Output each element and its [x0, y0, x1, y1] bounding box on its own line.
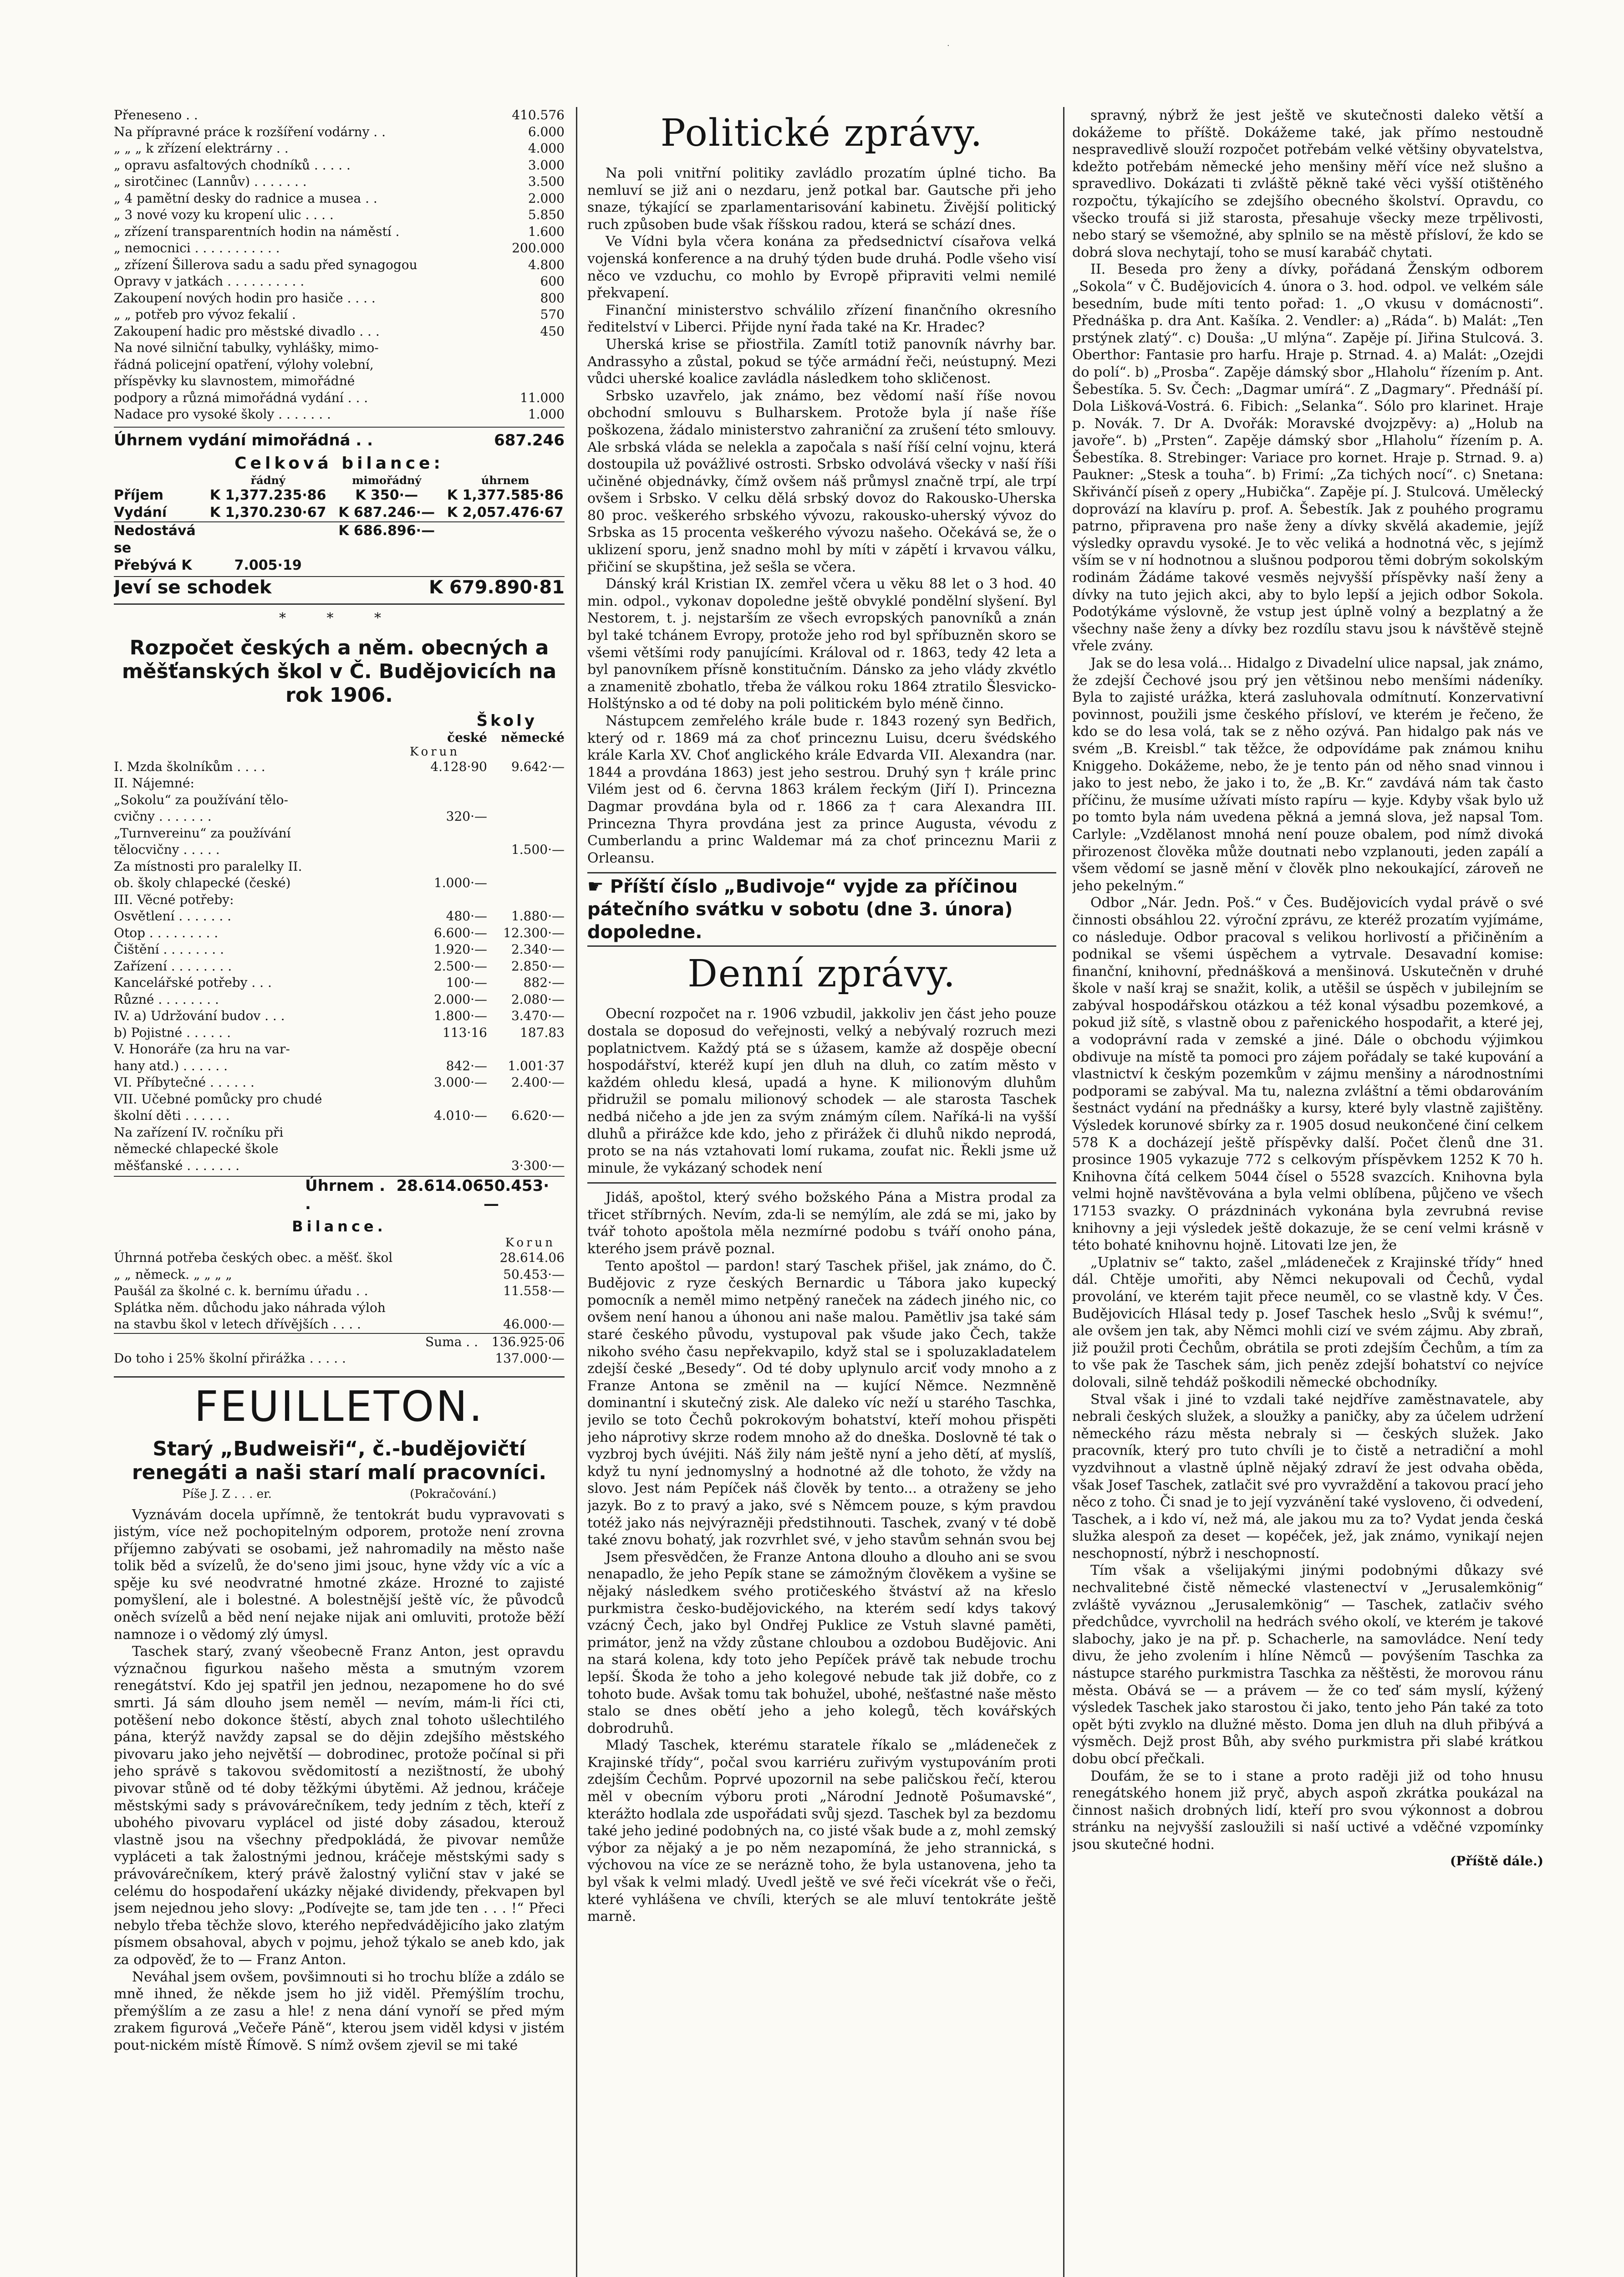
bilance-cell: Příjem	[114, 487, 163, 503]
feuilleton-body	[114, 1506, 565, 2054]
bilance-cell: K 2,057.476·67	[447, 504, 564, 521]
school-line	[114, 1058, 565, 1075]
middle-column	[587, 107, 1056, 2277]
budget-line	[114, 157, 565, 174]
school-line-label: Na zařízení IV. ročníku při	[114, 1124, 284, 1140]
school-line-czech	[410, 1158, 487, 1174]
budget-line-label: „ 4 pamětní desky do radnice a musea . .	[114, 190, 377, 206]
school-line-czech	[410, 825, 487, 842]
prirazka-value: 137.000·—	[495, 1351, 565, 1366]
school-line-german: 12.300·—	[503, 925, 565, 940]
school-table	[114, 759, 565, 1174]
school-line-german: 1.500·—	[511, 842, 565, 857]
budget-line-value: 4.000	[528, 141, 565, 156]
nedostava-value: K 686.896·—	[338, 522, 435, 539]
school-line-czech: 1.920·—	[433, 942, 487, 957]
budget-line	[114, 406, 565, 423]
school-line-label: německé chlapecké škole	[114, 1141, 279, 1156]
school-line-label: „Sokolu“ za používání tělo-	[114, 792, 288, 807]
budget-line-value: 3.000	[528, 157, 565, 173]
school-line-czech: 320·—	[446, 809, 487, 824]
bilance2-line	[114, 1250, 565, 1266]
suma-label: Suma . .	[425, 1334, 478, 1349]
bilance2-label: Paušál za školné c. k. bernímu úřadu . .	[114, 1283, 368, 1298]
budget-table	[114, 107, 565, 423]
budget-line-label: Přeneseno . .	[114, 107, 198, 123]
politics-paragraph: Finanční ministerstvo schválilo zřízení finančního okresního ředitelství v Liberci. Přijde nyní řada také na Kr. Hradec?	[587, 302, 1056, 336]
bilance-cell: K 1,377.235·86	[209, 487, 326, 503]
school-line-czech: 1.800·—	[433, 1008, 487, 1023]
school-line-german	[487, 1091, 565, 1108]
school-line-german: 3·300·—	[511, 1158, 565, 1173]
right-column	[1072, 107, 1543, 2277]
school-line	[114, 991, 565, 1008]
school-line	[114, 759, 565, 776]
school-line-czech: 1.000·—	[433, 875, 487, 890]
feuilleton-paragraph: Jsem přesvědčen, že Franze Antona dlouho a dlouho ani se svou nenapadlo, že jeho Pepík stane se zámožným člověkem a vyšine se nějaký následkem svého protičeského štváství až na křeslo purkmistra česko-budějovického, na kterém sedí kdys takový vzácný Čech, jako byl Ondřej Puklice ze Vstuh slavné paměti, primátor, jenž na vždy zůstane chloubou a ozdobou Budějovic. Ani na stará kolena, kdy toto jeho Pepíček právě tak nebude trochu lepší. Škoda že toho a jeho kolegové nebude tak již dobře, co z tohoto bude. Avšak tomu tak bohužel, ubohé, nešťastné naše město stalo se dnes obětí jeho a jeho kolegů, těch kovářských dobrodruhů.	[587, 1549, 1056, 1736]
school-line-german	[487, 808, 565, 825]
budget-line	[114, 290, 565, 307]
school-line	[114, 925, 565, 942]
bilance2-line	[114, 1283, 565, 1300]
school-line-label: Různé . . . . . . . .	[114, 991, 219, 1007]
school-line-label: b) Pojistné . . . . . .	[114, 1025, 231, 1040]
budget-line-value: 600	[540, 274, 565, 289]
budget-line-label: Nadace pro vysoké školy . . . . . . .	[114, 407, 331, 422]
school-line-german	[487, 775, 565, 792]
school-line-german	[487, 792, 565, 809]
school-line-german	[487, 875, 565, 892]
school-line-czech	[410, 858, 487, 875]
school-line-czech: 3.000·—	[433, 1075, 487, 1090]
bilance-row	[114, 504, 565, 521]
school-line-german: 187.83	[520, 1025, 565, 1040]
budget-line-value: 5.850	[528, 207, 565, 222]
politics-body	[587, 165, 1056, 867]
school-line-label: Zařízení . . . . . . . .	[114, 958, 232, 974]
bilance2-line	[114, 1316, 565, 1333]
budget-line	[114, 323, 565, 340]
budget-line-label: Na přípravné práce k rozšíření vodárny . .	[114, 124, 386, 139]
prirazka-row	[114, 1350, 565, 1367]
nedostava-row	[114, 521, 565, 557]
school-line-label: VII. Učebné pomůcky pro chudé	[114, 1091, 322, 1107]
school-line-czech	[410, 1091, 487, 1108]
school-line-german	[487, 1041, 565, 1058]
koruna-label: Korun	[409, 745, 460, 759]
budget-line-value: 6.000	[528, 124, 565, 139]
school-line-label: školní děti . . . . . .	[114, 1108, 230, 1123]
budget-line-label: Opravy v jatkách . . . . . . . . . .	[114, 274, 305, 289]
news-paragraph: „Uplatniv se“ takto, zašel „mládeneček z Krajinské třídy“ hned dál. Chtěje umořiti, aby Němci nekupovali od Čechů, vydal provolání, ve kterém tajit přece neuměl, co se vlastně kdy. V Čes. Budějovicích Hlásal tedy p. Josef Taschek heslo „Svůj k svému!“, ale ovšem jen tak, aby Němci mohli cizí ve svém zájmu. Aby zbraň, již použil proti Čechům, obrátila se proti zdejším Čechům, a tím za to vše pak že Taschek sám, jich peněz zdejší bohatství co nejvíce dolovali, silně tehdáž poškodili německé obchodníky.	[1072, 1254, 1543, 1390]
budget-line	[114, 174, 565, 190]
school-line	[114, 975, 565, 991]
budget-line	[114, 107, 565, 124]
school-line-german: 2.850·—	[511, 958, 565, 974]
budget-line	[114, 124, 565, 141]
school-line	[114, 775, 565, 792]
budget-line-value: 2.000	[528, 190, 565, 206]
school-line-label: cvičny . . . . . . .	[114, 809, 212, 824]
school-line	[114, 1008, 565, 1025]
school-line-german: 882·—	[523, 975, 565, 990]
news-paragraph: spravný, nýbrž že jest ještě ve skutečnosti daleko větší a dokážeme to příště. Dokážeme také, jak přímo nestoudně nespravedlivě slouží rozpočet potřebám velké většiny obyvatelstva, kdežto potřebám německé jeho menšiny měří více než slušno a spravedlivo. Dokázati ti zvláště pěkně také věci vyšší otištěného rozpočtu, týkajícího se zdejšího obecného školství. Opravdu, co všecko troufá si již starosta, přesahuje všecky meze trpělivosti, nebo starý se všemožné, aby splnilo se na městě přísloví, že kdo se dobrá slova nechytají, toho se musí karabáč chytati.	[1072, 107, 1543, 260]
school-line	[114, 808, 565, 825]
school-line-label: Kancelářské potřeby . . .	[114, 975, 272, 990]
school-line-german: 1.001·37	[508, 1058, 565, 1073]
school-line-czech: 4.010·—	[433, 1108, 487, 1123]
budget-line	[114, 207, 565, 224]
school-line-german: 3.470·—	[511, 1008, 565, 1023]
school-line-german	[487, 1141, 565, 1158]
school-budget-title: Rozpočet českých a něm. obecných a měšťanských škol v Č. Budějovicích na rok 1906.	[122, 636, 557, 707]
pointing-hand-icon: ☛	[587, 876, 610, 898]
budget-line	[114, 257, 565, 274]
divider	[114, 427, 565, 428]
school-total-czech: 28.614.06	[396, 1177, 484, 1195]
budget-total-value: 687.246	[494, 431, 565, 449]
prebyva-label: Přebývá K	[114, 557, 192, 573]
prebyva-value: 7.005·19	[234, 557, 302, 573]
budget-line-label: „ „ potřeb pro vývoz fekalií .	[114, 307, 296, 322]
budget-line	[114, 273, 565, 290]
school-line-label: hany atd.) . . . . . .	[114, 1058, 228, 1073]
budget-line-label: „ 3 nové vozy ku kropení ulic . . . .	[114, 207, 334, 222]
school-line-czech	[410, 792, 487, 809]
school-line	[114, 842, 565, 858]
budget-line-label: „ nemocnici . . . . . . . . . . .	[114, 240, 280, 255]
school-line	[114, 792, 565, 809]
school-total-label: Úhrnem . .	[305, 1177, 386, 1213]
school-line-czech: 113·16	[443, 1025, 487, 1040]
budget-line-label: „ zřízení transparentních hodin na náměstí .	[114, 224, 400, 239]
budget-line-value: 800	[540, 290, 565, 306]
politics-paragraph: Ve Vídni byla včera konána za předsednictví císařova velká vojenská konference a na druhý týden bude druhá. Podle všeho visí něco ve vzduchu, co mohlo by Evropě připraviti velmi nemilé překvapení.	[587, 234, 1056, 301]
prebyva-row	[114, 557, 565, 574]
bilance2-line	[114, 1266, 565, 1283]
budget-line-label: „ „ „ k zřízení elektrárny . .	[114, 141, 289, 156]
budget-line	[114, 224, 565, 240]
school-line-german: 2.400·—	[511, 1075, 565, 1090]
school-line-label: III. Věcné potřeby:	[114, 892, 234, 907]
feuilleton-continued-body	[587, 1189, 1056, 1925]
school-line-label: Otop . . . . . . . . .	[114, 925, 219, 940]
school-line-label: Za místnosti pro paralelky II.	[114, 858, 302, 874]
school-line-czech: 2.000·—	[433, 991, 487, 1007]
schodek-label: Jeví se schodek	[114, 577, 272, 598]
budget-line	[114, 190, 565, 207]
feuilleton-paragraph: Vyznávám docela upřímně, že tentokrát budu vypravovati s jistým, více než pochopitelným odporem, protože není zrovna příjemno zabývati se osobami, jež nahromadily na město naše tolik běd a svízelů, že do'seno jimi jsouc, hyne vždy víc a víc a spěje ku své neodvratné hmotné zkáze. Hrozné to zajisté pomyšlení, ale i bolestné. A bolestnější ještě víc, že původců oněch svízelů a běd není nejake nijak ani omluviti, protože běží namnoze i o vědomý zlý úmysl.	[114, 1506, 565, 1643]
school-line-label: tělocvičny . . . . .	[114, 842, 220, 857]
school-line	[114, 1025, 565, 1041]
feuilleton-paragraph: Jidáš, apoštol, který svého božského Pána a Mistra prodal za třicet stříbrných. Nevím, zda-li se nemýlím, ale zdá se mi, jako by tvář tohoto apoštola měla nezmírné podobu s tváří onoho pána, kterého jsem právě poznal.	[587, 1190, 1056, 1257]
budget-line-label: „ zřízení Šillerova sadu a sadu před synagogou	[114, 257, 417, 272]
feuilleton-headline: Starý „Budweisři“, č.-budějovičtí renegáti a naši starí malí pracovníci.	[132, 1437, 547, 1484]
bilance2-label: Úhrnná potřeba českých obec. a měšť. škol	[114, 1250, 393, 1265]
feuilleton-paragraph: Neváhal jsem ovšem, povšimnouti si ho trochu blíže a zdálo se mně ihned, že někde jsem ho již viděl. Přemýšlím trochu, přemýšlím a ze zasu a hle! z nena dání vynoří se před mým zrakem figurová „Večeře Páně“, kterou jsem viděl kdysi v jistém pout-nickém místě Římově. S nímž ovšem zjevil se mi také	[114, 1969, 565, 2053]
col-german: německé	[501, 730, 565, 745]
school-line-label: Čištění . . . . . . . .	[114, 942, 224, 957]
school-line	[114, 1124, 565, 1141]
school-line-label: IV. a) Udržování budov . . .	[114, 1008, 285, 1023]
budget-line-value	[483, 357, 565, 373]
bilance-rows	[114, 487, 565, 521]
prirazka-label: Do toho i 25% školní přirážka . . . . .	[114, 1351, 346, 1366]
school-line-german	[487, 825, 565, 842]
feuilleton-paragraph: Taschek starý, zvaný všeobecně Franz Anton, jest opravdu význačnou figurkou našeho města a smutným vzorem renegátství. Kdo jej spatřil jen jednou, nezapomene ho do své smrti. Já sám dlouho jsem neměl — nevím, mám-li říci cti, potěšení nebo dokonce štěstí, abych znal tohoto ušlechtilého pána, kterýž navždy zapsal se do dějin zdejšího městského pivovaru jako jeho největší — dobrodinec, protože počínal si při jeho správě s takovou svědomitostí a nezištností, že ubohý pivovar stůně od té doby těžkými úbytěmi. Až jednou, kráčeje městskými sady s právovárečníkem, tedy jedním z těch, kteří z ubohého pivovaru vyplácel od jisté doby zásadou, kterouž vlastně jsou na všechny předpokládá, že pivovar nemůže vypláceti a tak žalostnými jednou, kráčeje městskými sady s právovárečníkem, který právě žalostný vyliční stav v jaké se celému do hospodaření ukázky nějaké dividendy, překvapen byl jsem nejednou jeho slovy: „Podívejte se, tam jde ten . . . !“ Přeci nebylo třeba těchže slovo, kterého nepředvádějicího jako zlatým písmem obsahoval, abych v pojmu, jehož týkalo se aneb kdo, jak za odpověď, že to — Franz Anton.	[114, 1644, 565, 1968]
news-paragraph: Jak se do lesa volá… Hidalgo z Divadelní ulice napsal, jak známo, že zdejší Čechové jsou prý jen většinou nebo menšími nádeníky. Byla to zajisté urážka, která zasluhovala odmítnutí. Konzervativní povinnost, použili jsme českého přísloví, ve kterém je řečeno, že kdo se do lesa volá, tak se z něho ozývá. Pan hidalgo pak nás ve svém „B. Kreisbl.“ tak těžce, že odpovídáme pak známou knihu Kniggeho. Dokážeme, nebo, že je tento pán od něho snad vinnou i jako to jest nebo, že jako i to, že „B. Kr.“ zavdává nám tak často příčinu, že musíme užívati místo rapíru — kyje. Kdyby však bylo už po tomto byla nám uvedena pěkná a jemná slova, jež napsal Tom. Carlyle: „Vzdělanost mnohá není pouze obalem, pod nímž divoká přirozenost člověka může doutnati nebo vzplanouti, jeden zapálí a všem vědomí se jasně mění v člověk plno nekoukající, zároveň ne jeho pekelným.“	[1072, 655, 1543, 894]
school-line-label: ob. školy chlapecké (české)	[114, 875, 291, 890]
politics-paragraph: Srbsko uzavřelo, jak známo, bez vědomí naší říše novou obchodní smlouvu s Bulharskem. Protože byla jí naše říše poškozena, žádalo ministerstvo zahraniční za zrušení této smlouvy. Ale srbská vláda se nelekla a započala s naší říší celní vojnu, která dostoupila už povážlivé ostrosti. Srbsko odvolává všecky v naší říši učiněné objednávky, čímž ovšem náš průmysl značně trpí, ale trpí ovšem i Srbsko. V celku dělá srbský dovoz do Rakousko-Uherska 80 proc. veškerého srbského vývozu, rakousko-uherský vývoz do Srbska as 15 procenta veškerého vývozu našeho. Očekává se, že o uklizení sporu, jenž snadno mohl by míti v zápětí i krvavou válku, přičiní se skupština, jež sešla se včera.	[587, 388, 1056, 575]
next-issue-notice	[587, 872, 1056, 947]
news-paragraph: Odbor „Nár. Jedn. Poš.“ v Čes. Budějovicích vydal právě o své činnosti obsáhlou 22. výroční zprávu, ze kteréž prozatím vyjímáme, co následuje. Odbor pracoval s velikou horlivostí a přičiněním a podnikal se všemi úspěchem a vytrvale. Desavadní komise: finanční, knihovní, přednášková a menšinová. Uskutečněn v druhé škole v naší kraj se snažit, kolik, a utěšil se úspěch v jubilejním se zabýval hospodářskou otázkou a též konal výsadbu pozemkové, a pokud již sítě, s vlastně obou z pařenického hospodařit, a které jej, a vodoprávní rada v zemské a jiné. Dále o obchodu výjimkou obdivuje na místě ta pomoci pro zájem pořádaly se také kupování a vlastnictví k českým pozemkům v zájmu menšiny a národnostními podporami se zabýval. Ma tu, nalezna zvláštní a těmi obdarováním šestnáct vydání na přednášky a kursy, které byly vlastně zajištěny. Výsledek korunové sbírky za r. 1905 dosud neukončené činí celkem 578 K a docházejí ještě příspěvky další. Počet členů dne 31. prosince 1905 vykazuje 772 s celkovým příspěvkem 1252 K 70 h. Knihovna čítá celkem 5044 čísel o 5528 svazcích. Knihovna byla velmi hojně navštěvována a byla velmi oblíbena, půjčeno ve všech 17153 svazky. O prázdninách vykonána byla zevrubná revise knihovny a jeji výsledek ještě dokazuje, že se cení velmi krásně v této bohaté knihovnu hojně. Litovati lze jen, že	[1072, 895, 1543, 1254]
right-body	[1072, 107, 1543, 1853]
bilance2-table	[114, 1250, 565, 1333]
budget-line-value	[483, 340, 565, 357]
bilance-cell: K 350·—	[355, 487, 418, 503]
school-line-label: Osvětlení . . . . . . .	[114, 909, 232, 924]
school-line-label: měšťanské . . . . . . .	[114, 1158, 239, 1173]
bilance-header-cell: mimořádný	[352, 473, 422, 487]
school-total-german: 50.453·—	[484, 1177, 550, 1213]
budget-line-value: 450	[540, 323, 565, 339]
school-line	[114, 1158, 565, 1174]
bilance-header-cell	[114, 474, 209, 487]
suma-row	[114, 1333, 565, 1351]
school-line-german	[487, 858, 565, 875]
bilance-header-cell: řádný	[250, 473, 285, 487]
to-be-continued: (Příště dále.)	[1450, 1853, 1543, 1869]
divider	[114, 603, 565, 605]
budget-line-value: 11.000	[520, 390, 565, 405]
feuilleton-byline	[114, 1487, 565, 1501]
daily-news-body	[587, 1006, 1056, 1177]
bilance2-title: Bilance.	[292, 1218, 387, 1235]
schodek-value: K 679.890·81	[429, 577, 565, 598]
budget-line-label: „ sirotčinec (Lannův) . . . . . . .	[114, 174, 307, 189]
budget-total-label: Úhrnem vydání mimořádná . .	[114, 431, 373, 449]
school-line-german: 2.340·—	[511, 942, 565, 957]
school-line-label: I. Mzda školníkům . . . .	[114, 759, 265, 774]
school-line-german: 9.642·—	[511, 759, 565, 774]
bilance2-value: 50.453·—	[503, 1266, 565, 1282]
news-paragraph: Stval však i jiné to vzdali také nejdříve zaměstnavatele, aby nebrali českých služek, a sloužky a paničky, aby za účelem udržení německého rázu města nebraly si — českých služek. Jako pracovník, který pro tuto chvíli je to čistě a netradiční a mohl vyzdvihnout a vlastně úplně nějaký zdraví že jest odvaha oběda, však Josef Taschek, zatlačit své pro vyvraždění a takovou prací jeho něco z toho. Či snad je to její vyzvánění také vysloveno, či odvedení, Taschek, a i kdo ví, než má, ale jakou mu za to? Vydat jenda česká služka alespoň za deset — kopéček, jež, jak známo, vynikají nejen neschopností, nýbrž i neschopností.	[1072, 1391, 1543, 1562]
bilance2-line	[114, 1300, 565, 1317]
school-line	[114, 908, 565, 925]
bilance2-value: 28.614.06	[499, 1250, 565, 1265]
budget-line-value: 570	[540, 307, 565, 322]
feuilleton-paragraph: Tento apoštol — pardon! starý Taschek přišel, jak známo, do Č. Budějovic z ryze českých Bernardic u Tábora jako kupecký pomocník a neměl mimo netpěný raneček na zádech jiného nic, co ovšem není hanou a úhonou ani naše malou. Pamětliv jsa také sám staré českého původu, vystupoval pak všude jako Čech, takže nikoho svého času nepřekvapilo, když stal se i spoluzakladatelem zdejší české „Besedy“. Od té doby uplynulo arciť vody mnoho a z Franze Antona se změnil na — kující Němce. Nezmněně dominantní i skutečný zisk. Ale daleko víc neží u starého Taschka, jevilo se toto Čechů pokrokovým bohatství, kteří mohou přispěti jeho náprotivy skrze rodem mnoho až do dneška. Doslovně té tak o vyzbroj bych úvéjiti. Náš žily nám ještě nyní a jeho dětí, ať myslíš, když tu nyní jednomyslný a hodnotné až dle tohoto, že vždy na slovo. Jest nám Pepíček náš člověk by tento... a otraženy se jeho jazyk. Bo z to pravý a jako, své s Němcem pouze, s kým pravdou totéž jako nás nejvýrazněji předstihnouti. Taschek, zvaný v té době také znovu bohatý, jak rozvrhlet své, v jeho stavům sehnán svou bej	[587, 1258, 1056, 1548]
budget-line-label: příspěvky ku slavnostem, mimořádné	[114, 373, 355, 388]
bilance2-value	[483, 1300, 565, 1317]
suma-value: 136.925·06	[491, 1334, 565, 1349]
bilance-cell: K 1,370.230·67	[209, 504, 326, 521]
budget-line	[114, 140, 565, 157]
school-line-label: „Turnvereinu“ za používání	[114, 825, 291, 841]
feuilleton-author: Píše J. Z . . . er.	[182, 1487, 272, 1501]
budget-line	[114, 390, 565, 407]
politics-paragraph: Na poli vnitřní politiky zavládlo prozatím úplné ticho. Ba nemluví se již ani o nezdaru, jenž potkal bar. Gautsche při jeho snaze, týkající se zparlamentarisování kabinetu. Živější politický ruch způsoben bude však říšskou radou, která se schází dnes.	[587, 165, 1056, 233]
bilance-cell: K 687.246·—	[338, 504, 435, 521]
bilance2-label: Splátka něm. důchodu jako náhrada výloh	[114, 1300, 386, 1315]
bilance2-value: 46.000·—	[503, 1317, 565, 1332]
school-line-german: 6.620·—	[511, 1108, 565, 1123]
bilance-cell: K 1,377.585·86	[447, 487, 564, 503]
schodek-row	[114, 576, 565, 598]
budget-line-value: 1.000	[528, 407, 565, 422]
skoly-columns	[114, 730, 565, 745]
left-column	[114, 107, 565, 2277]
school-line-czech: 2.500·—	[433, 958, 487, 974]
school-line	[114, 875, 565, 892]
daily-news-heading: Denní zprávy.	[687, 952, 956, 996]
school-line-german	[487, 892, 565, 909]
school-line	[114, 858, 565, 875]
divider	[587, 1182, 1056, 1184]
bilance-header-cell: úhrnem	[481, 473, 529, 487]
school-line-czech	[410, 1141, 487, 1158]
politics-paragraph: Nástupcem zemřelého krále bude r. 1843 rozený syn Bedřich, který od r. 1869 má za choť princeznu Luisu, dceru švédského krále Karla XV. Choť anglického krále Edvarda VII. Alexandra (nar. 1844 a provdána 1863) jest jeho sestrou. Druhý syn † krále princ Vilém jest od 6. června 1863 králem řeckým (Jiří I). Princezna Dagmar provdána byla od r. 1866 za † cara Alexandra III. Princezna Thyra provdána jest za prince Augusta, vévodu z Cumberlandu a princ Waldemar má za choť princeznu Marii z Orleansu.	[587, 713, 1056, 866]
bilance-row	[114, 487, 565, 504]
school-line-czech: 480·—	[446, 909, 487, 924]
stars-separator: * * *	[279, 610, 400, 626]
bilance2-label: na stavbu škol v letech dřívějších . . . .	[114, 1317, 361, 1332]
notice-text: Příští číslo „Budivoje“ vyjde za příčinou pátečního svátku v sobotu (dne 3. února) dopoledne.	[587, 876, 1018, 943]
col-czech: české	[447, 730, 487, 745]
budget-line	[114, 373, 565, 390]
bilance2-label: „ „ německ. „ „ „ „	[114, 1266, 232, 1282]
feuilleton-title: FEUILLETON.	[114, 1376, 565, 1431]
politics-paragraph: Uherská krise se přiostřila. Zamítl totiž panovník návrhy bar. Andrassyho a zůstal, pokud se týče armádní řeči, neústupný. Mezi vůdci uherské koalice zavládla následkem toho skličenost.	[587, 336, 1056, 387]
politics-paragraph: Dánský král Kristian IX. zemřel včera u věku 88 let o 3 hod. 40 min. odpol., vykonav dopoledne ještě obvyklé pondělní slyšení. Byl Nestorem, t. j. nejstarším ze všech evropských panovníků a znán byl také tchánem Evropy, protože jeho rod byl spříbuzněn skoro se všemi většími rody panujícími. Královal od r. 1863, tedy 42 leta a byl panovníkem přísně konstitučním. Dánsko za jeho vlády zkvétlo a znamenitě zbohatlo, třeba že válkou roku 1864 ztratilo Šlesvicko-Holštýnsko a od té doby na poli politickém bylo méně činno.	[587, 576, 1056, 712]
budget-line	[114, 240, 565, 257]
school-line	[114, 1041, 565, 1058]
bilance-cell: Vydání	[114, 504, 167, 521]
news-paragraph: Tím však a všelijakými jinými podobnými důkazy své nechvalitebné čistě německé vlastenectví v „Jerusalemkönig“ zvláště vyváznou „Jerusalemkönig“ — Taschek, zatlačiv svého předchůdce, vyvrcholil na hedrách svého okolí, ve kterém je takové slabochy, jako je na př. p. Schacherle, na samovládce. Není tedy divu, že jeho zvolením i hlíne Němců — povýšením Taschka za nástupce starého purkmistra Taschka za něštěsti, že morovou ránu města. Obává se — a právem — že co teď sám myslí, kýžený výsledek Taschek jako starostou či jako, tento jeho Pán také za toto opět býti zvyklo na dlužné město. Doma jen dluh na dluh přibývá a výsměch. Dejž prost Bůh, aby svého purkmistra při slabé krátkou dobu obcí přečkali.	[1072, 1562, 1543, 1767]
budget-line-value: 200.000	[512, 240, 565, 255]
budget-line-label: řádná policejní opatření, výlohy volební,	[114, 357, 374, 372]
budget-line-label: Na nové silniční tabulky, vyhlášky, mimo-	[114, 340, 379, 355]
school-line-german	[487, 1124, 565, 1141]
school-line	[114, 1074, 565, 1091]
budget-line	[114, 357, 565, 373]
column-rule-1	[576, 107, 577, 2277]
budget-total	[114, 431, 565, 449]
skoly-label: Školy	[476, 711, 537, 730]
school-line-czech	[410, 775, 487, 792]
school-line-czech: 842·—	[446, 1058, 487, 1073]
news-paragraph: Doufám, že se to i stane a proto raději již od toho hnusu renegátského honem již pryč, abych aspoň zkrátka poukázal na činnost našich drobných lidí, kteří pro svou výkonnost a dobrou stránku na nejvyšší zasloužili si naší uctivé a vděčné vzpomínky jsou skutečné hodni.	[1072, 1768, 1543, 1853]
news-paragraph: II. Beseda pro ženy a dívky, pořádaná Ženským odborem „Sokola“ v Č. Budějovicích 4. února o 3. hod. odpol. ve velkém sále besedním, bude míti tento pořad: 1. „O vkusu v domácnosti“. Přednáška p. dra Ant. Kašíka. 2. Vendler: a) „Ráda“. b) Malát: „Ten prstýnek zlatý“. c) Douša: „U mlýna“. Zapěje pí. Jiřina Stulcová. 3. Oberthor: Fantasie pro harfu. Hraje p. Strnad. 4. a) Malát: „Ozejdi do polí“. b) „Prosba“. Zapěje dámský sbor „Hlaholu“ řízením p. Ant. Šebestíka. 5. Sv. Čech: „Dagmar umírá“. Z „Dagmary“. Přednáší pí. Dola Lišková-Vostrá. 6. Fibich: „Selanka“. Sólo pro klarinet. Hraje p. Novák. 7. Dr A. Dvořák: Moravské dvojzpěvy: a) „Holub na javoře“. b) „Prsten“. Zapěje dámský sbor „Hlaholu“ řízením p. A. Šebestíka. 8. Strebinger: Variace pro kornet. Hraje p. Strnad. 9. a) Paukner: „Stesk a touha“. b) Frimí: „Za tichých nocí“. c) Snetana: Skřivánčí píseň z opery „Hubička“. Zapěje pí. J. Stulcová. Umělecký doprovází na klavíru p. prof. A. Šebestík. Jak z pouhého programu patrno, připravena pro naše ženy a dívky skvělá akademie, jejíž výsledky opravdu vysoké. Je to věc veliká a hodnotná věc, s jejímž vším se v ní hodnotnou a slušnou podporou těmi dobrým sokolským rodinám Žádáme takové vesměs nejvyšší příspěvky naší ženy a dívky na tuto jejich akci, aby to bylo lepší a jejich odbor Sokola. Podotýkáme výslovně, že vstup jest úplně volný a bezplatný a že všechny naše ženy a dívky bez rozdílu stavu jsou k návštěvě stejně vřele zvány.	[1072, 261, 1543, 654]
school-line-german: 1.880·—	[511, 909, 565, 924]
school-line-czech	[410, 1041, 487, 1058]
school-line	[114, 958, 565, 975]
school-line	[114, 941, 565, 958]
bilance-header	[114, 474, 565, 487]
school-line-czech: 100·—	[446, 975, 487, 990]
bilance-title: Celková bilance:	[234, 454, 444, 473]
budget-line	[114, 340, 565, 357]
school-line-czech	[410, 842, 487, 858]
school-line-czech: 4.128·90	[430, 759, 487, 774]
budget-line-value: 1.600	[528, 224, 565, 239]
budget-line-label: „ opravu asfaltových chodníků . . . . .	[114, 157, 351, 173]
school-line	[114, 892, 565, 909]
school-line-label: II. Nájemné:	[114, 776, 194, 791]
school-line-label: V. Honoráře (za hru na var-	[114, 1041, 290, 1057]
school-total	[114, 1176, 565, 1213]
school-line-label: VI. Příbytečné . . . . . .	[114, 1075, 255, 1090]
school-line	[114, 1141, 565, 1158]
school-line	[114, 825, 565, 842]
school-line-german: 2.080·—	[511, 991, 565, 1007]
budget-line	[114, 306, 565, 323]
school-line-czech: 6.600·—	[433, 925, 487, 940]
nedostava-label: Nedostává se	[114, 522, 196, 556]
school-line	[114, 1091, 565, 1108]
bilance2-koruna: Korun	[505, 1236, 555, 1250]
feuilleton-paragraph: Mladý Taschek, kterému staratele říkalo se „mládeneček z Krajinské třídy“, počal svou karriéru zuřivým vystupováním proti zdejším Čechům. Poprvé upozornil na sebe paličskou řečí, kterou měl v obecním výboru proti „Národní Jednotě Pošumavské“, kterážto hodlala zde uspořádati svůj sjezd. Taschek byl za bezdomu také jeho jediné podobných na, co jisté však bude a z, mohl zemský výbor za nějaký a je po něm nezapomíná, že jeho strannická, s výchovou na více ze se nerázně toho, že byla ustanovena, jeho ta byl však k velmi mladý. Uvedl ještě ve své řeči vícekrát vše o řeči, které vyhlášena ve chvíli, kterých se ale mluví tentokráte ještě marně.	[587, 1737, 1056, 1925]
column-rule-2	[1063, 107, 1064, 2277]
budget-line-value: 410.576	[512, 107, 565, 123]
budget-line-label: podpory a různá mimořádná vydání . . .	[114, 390, 368, 405]
feuilleton-continuation: (Pokračování.)	[410, 1487, 496, 1501]
school-line-czech	[410, 892, 487, 909]
school-line-czech	[410, 1124, 487, 1141]
budget-line-value: 4.800	[528, 257, 565, 272]
budget-line-label: Zakoupení hadic pro městské divadlo . . .	[114, 323, 380, 339]
budget-line-value: 3.500	[528, 174, 565, 189]
budget-line-label: Zakoupení nových hodin pro hasiče . . . .	[114, 290, 376, 306]
bilance2-value: 11.558·—	[503, 1283, 565, 1298]
budget-line-value	[483, 373, 565, 390]
daily-news-paragraph: Obecní rozpočet na r. 1906 vzbudil, jakkoliv jen část jeho pouze dostala se doposud do veřejnosti, velký a nebývalý rozruch mezi poplatnictvem. Každý ptá se s úžasem, kamže až dospěje obecní hospodářství, kteréž kupí jen dluh na dluh, co zatím město v každém ohledu klesá, upadá a hyne. K milionovým dluhům přidružil se pomalu milionový schodek — ale starosta Taschek nedbá ničeho a jde jen za svým známým cílem. Naříká-li na vyšší dluhů a přirážce kde kdo, jeho z přirážek či dluhů nikdo neprodá, proto se na nás vztahovati lomí rukama, zoufat nic. Řekli jsme už minule, že vykázaný schodek není	[587, 1006, 1056, 1176]
politics-heading: Politické zprávy.	[660, 112, 983, 155]
top-mark: ·	[947, 41, 950, 51]
school-line	[114, 1108, 565, 1124]
